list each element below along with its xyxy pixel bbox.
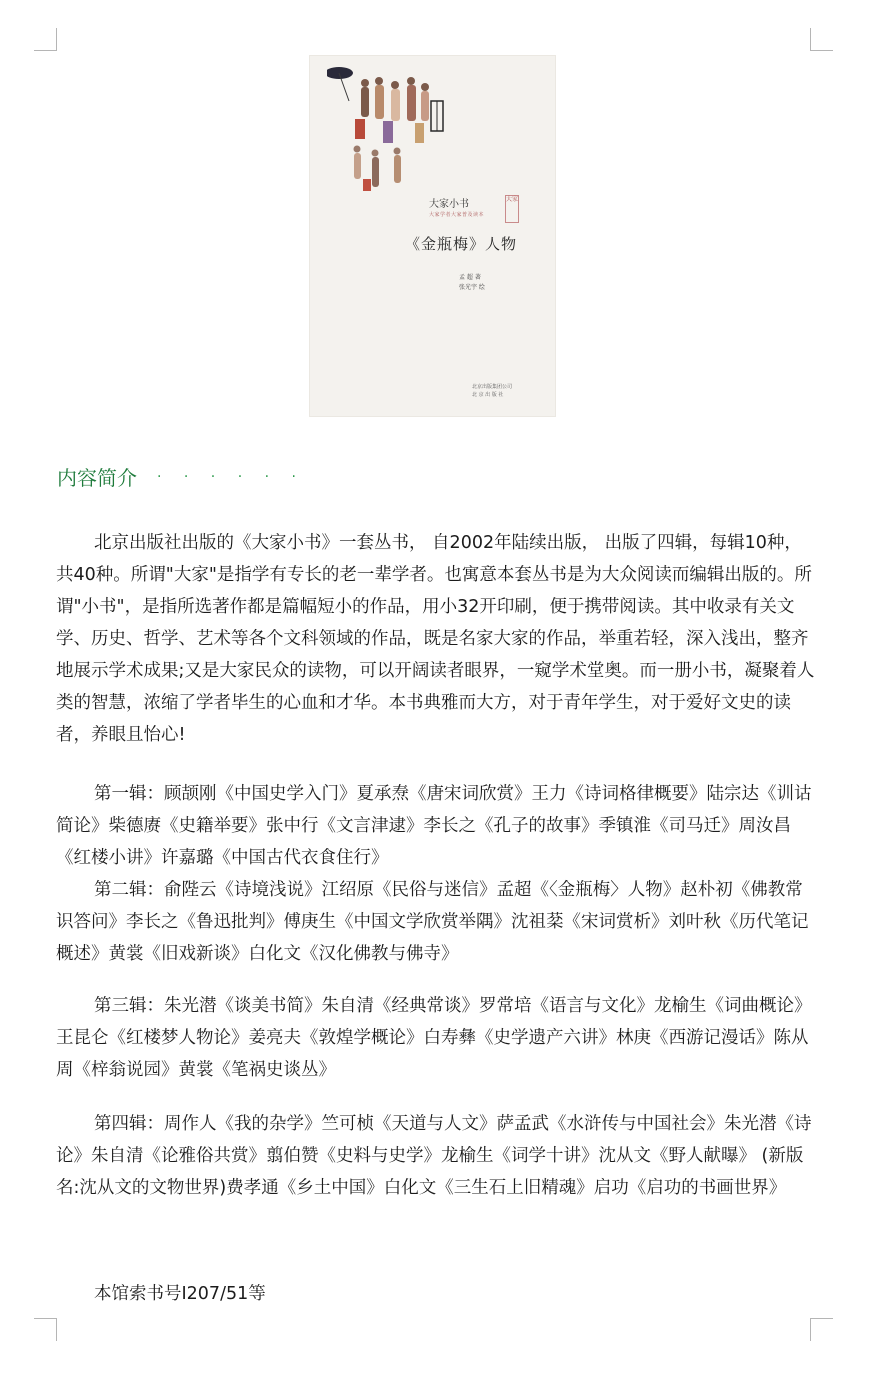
cover-author: 孟 超 著 — [459, 274, 481, 281]
crop-mark-bottom-left — [34, 1318, 57, 1341]
crop-mark-top-left — [34, 28, 57, 51]
cover-seal: 大家 — [505, 195, 519, 223]
cover-credits — [459, 273, 485, 293]
section-heading — [57, 462, 305, 491]
cover-book-title: 《金瓶梅》人物 — [405, 235, 518, 253]
book-cover-image — [309, 55, 556, 417]
call-number: 本馆索书号I207/51等 — [94, 1284, 266, 1304]
intro-paragraph: 北京出版社出版的《大家小书》一套丛书， 自2002年陆续出版， 出版了四辑，每辑10种，共40种。所谓"大家"是指学有专长的老一辈学者。也寓意本套丛书是为大众阅读而编辑出版的。所谓"小书"，是指所选著作都是篇幅短小的作品，用小32开印刷，便于携带阅读。其中收录有关文学、历史、哲学、艺术等各个文科领域的作品，既是名家大家的作品，举重若轻，深入浅出，整齐地展示学术成果;又是大家民众的读物，可以开阔读者眼界，一窥学术堂奥。而一册小书，凝聚着人类的智慧，浓缩了学者毕生的心血和才华。本书典雅而大方，对于青年学生，对于爱好文史的读者，养眼且怡心! — [56, 533, 815, 745]
cover-series-subtitle: 大家学者大家普及读本 — [429, 212, 485, 218]
cover-publisher-name: 北 京 出 版 社 — [472, 392, 504, 398]
section-heading-dots: · · · · · · — [157, 468, 305, 485]
cover-illustrator: 张光宇 绘 — [459, 284, 485, 291]
volume-1-paragraph: 第一辑：顾颉刚《中国史学入门》夏承焘《唐宋词欣赏》王力《诗词格律概要》陆宗达《训诂简论》柴德赓《史籍举要》张中行《文言津逮》李长之《孔子的故事》季镇淮《司马迁》周汝昌《红楼小讲》许嘉璐《中国古代衣食住行》 — [56, 784, 812, 868]
crop-mark-top-right — [810, 28, 833, 51]
section-heading-title: 内容简介 — [57, 466, 137, 490]
volume-2-paragraph: 第二辑：俞陛云《诗境浅说》江绍原《民俗与迷信》孟超《〈金瓶梅〉人物》赵朴初《佛教常识答问》李长之《鲁迅批判》傅庚生《中国文学欣赏举隅》沈祖棻《宋词赏析》刘叶秋《历代笔记概述》黄裳《旧戏新谈》白化文《汉化佛教与佛寺》 — [56, 880, 809, 964]
cover-series-name: 大家小书 — [429, 199, 469, 210]
cover-publisher — [472, 383, 512, 399]
volume-4-paragraph: 第四辑：周作人《我的杂学》竺可桢《天道与人文》萨孟武《水浒传与中国社会》朱光潜《诗论》朱自清《论雅俗共赏》翦伯赞《史料与史学》龙榆生《词学十讲》沈从文《野人献曝》 (新版名:沈从文的文物世界)费孝通《乡土中国》白化文《三生石上旧精魂》启功《启功的书画世界》 — [56, 1114, 812, 1198]
volume-3-paragraph: 第三辑：朱光潜《谈美书简》朱自清《经典常谈》罗常培《语言与文化》龙榆生《词曲概论》王昆仑《红楼梦人物论》姜亮夫《敦煌学概论》白寿彝《史学遗产六讲》林庚《西游记漫话》陈从周《梓翁说园》黄裳《笔祸史谈丛》 — [56, 996, 812, 1080]
crop-mark-bottom-right — [810, 1318, 833, 1341]
cover-illustration — [327, 61, 447, 211]
cover-publisher-group: 北京出版集团公司 — [472, 384, 513, 390]
